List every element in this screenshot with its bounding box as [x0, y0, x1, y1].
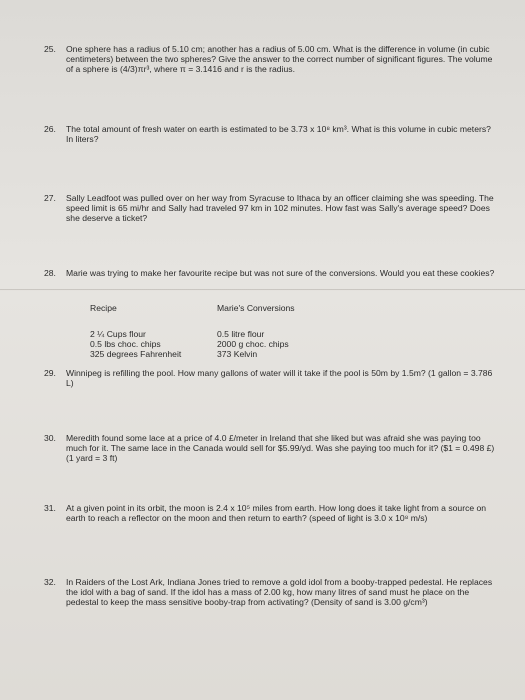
question-text: Meredith found some lace at a price of 4.0 £/meter in Ireland that she liked but was afraid she was paying too much for it. The same lace in the Canada would sell for $5.99/yd. Was she paying too much for it? ($1 = 0.498 £) (1 yard = 3 ft) [66, 433, 495, 464]
question-number: 27. [44, 193, 56, 203]
question-number: 26. [44, 124, 56, 134]
question-text: At a given point in its orbit, the moon is 2.4 x 10⁵ miles from earth. How long does it take light from a source on earth to reach a reflector on the moon and then return to earth? (speed of light is 3.0 x 10⁸ m/s) [66, 503, 487, 524]
question-text: Sally Leadfoot was pulled over on her way from Syracuse to Ithaca by an officer claiming she was speeding. The speed limit is 65 mi/hr and Sally had traveled 97 km in 102 minutes. How fast was Sally's average speed? Does she deserve a ticket? [66, 193, 494, 224]
question-text: Winnipeg is refilling the pool. How many gallons of water will it take if the pool is 50m by 1.5m? (1 gallon = 3.786 L) [66, 368, 493, 389]
question-number: 32. [44, 577, 56, 587]
table-row [90, 339, 295, 349]
conversions-header: Marie's Conversions [217, 303, 295, 313]
recipe-conversion-table [90, 303, 295, 359]
recipe-cell: 2 ¼ Cups flour [90, 329, 146, 339]
recipe-cell: 0.5 lbs choc. chips [90, 339, 161, 349]
question-text: Marie was trying to make her favourite recipe but was not sure of the conversions. Would you eat these cookies? [66, 268, 495, 278]
recipe-header: Recipe [90, 303, 117, 313]
table-row [90, 349, 295, 359]
question-text: One sphere has a radius of 5.10 cm; another has a radius of 5.00 cm. What is the difference in volume (in cubic centimeters) between the two spheres? Give the answer to the correct number of significant figures. The volume of a sphere is (4/3)πr³, where π = 3.1416 and r is the radius. [66, 44, 493, 75]
conversion-cell: 0.5 litre flour [217, 329, 265, 339]
conversion-cell: 373 Kelvin [217, 349, 258, 359]
table-header-row [90, 303, 295, 329]
question-text: In Raiders of the Lost Ark, Indiana Jones tried to remove a gold idol from a booby-trapped pedestal. He replaces the idol with a bag of sand. If the idol has a mass of 2.00 kg, how many litres of sand must he place on the pedestal to keep the mass sensitive booby-trap from activating? (Density of sand is 3.00 g/cm³) [66, 577, 493, 608]
table-row [90, 329, 295, 339]
paper-fold-line [0, 289, 525, 291]
question-number: 28. [44, 268, 56, 278]
conversion-cell: 2000 g choc. chips [217, 339, 289, 349]
question-text: The total amount of fresh water on earth is estimated to be 3.73 x 10⁸ km³. What is this volume in cubic meters? In liters? [66, 124, 491, 145]
recipe-cell: 325 degrees Fahrenheit [90, 349, 182, 359]
question-number: 31. [44, 503, 56, 513]
question-number: 30. [44, 433, 56, 443]
question-number: 25. [44, 44, 56, 54]
question-number: 29. [44, 368, 56, 378]
